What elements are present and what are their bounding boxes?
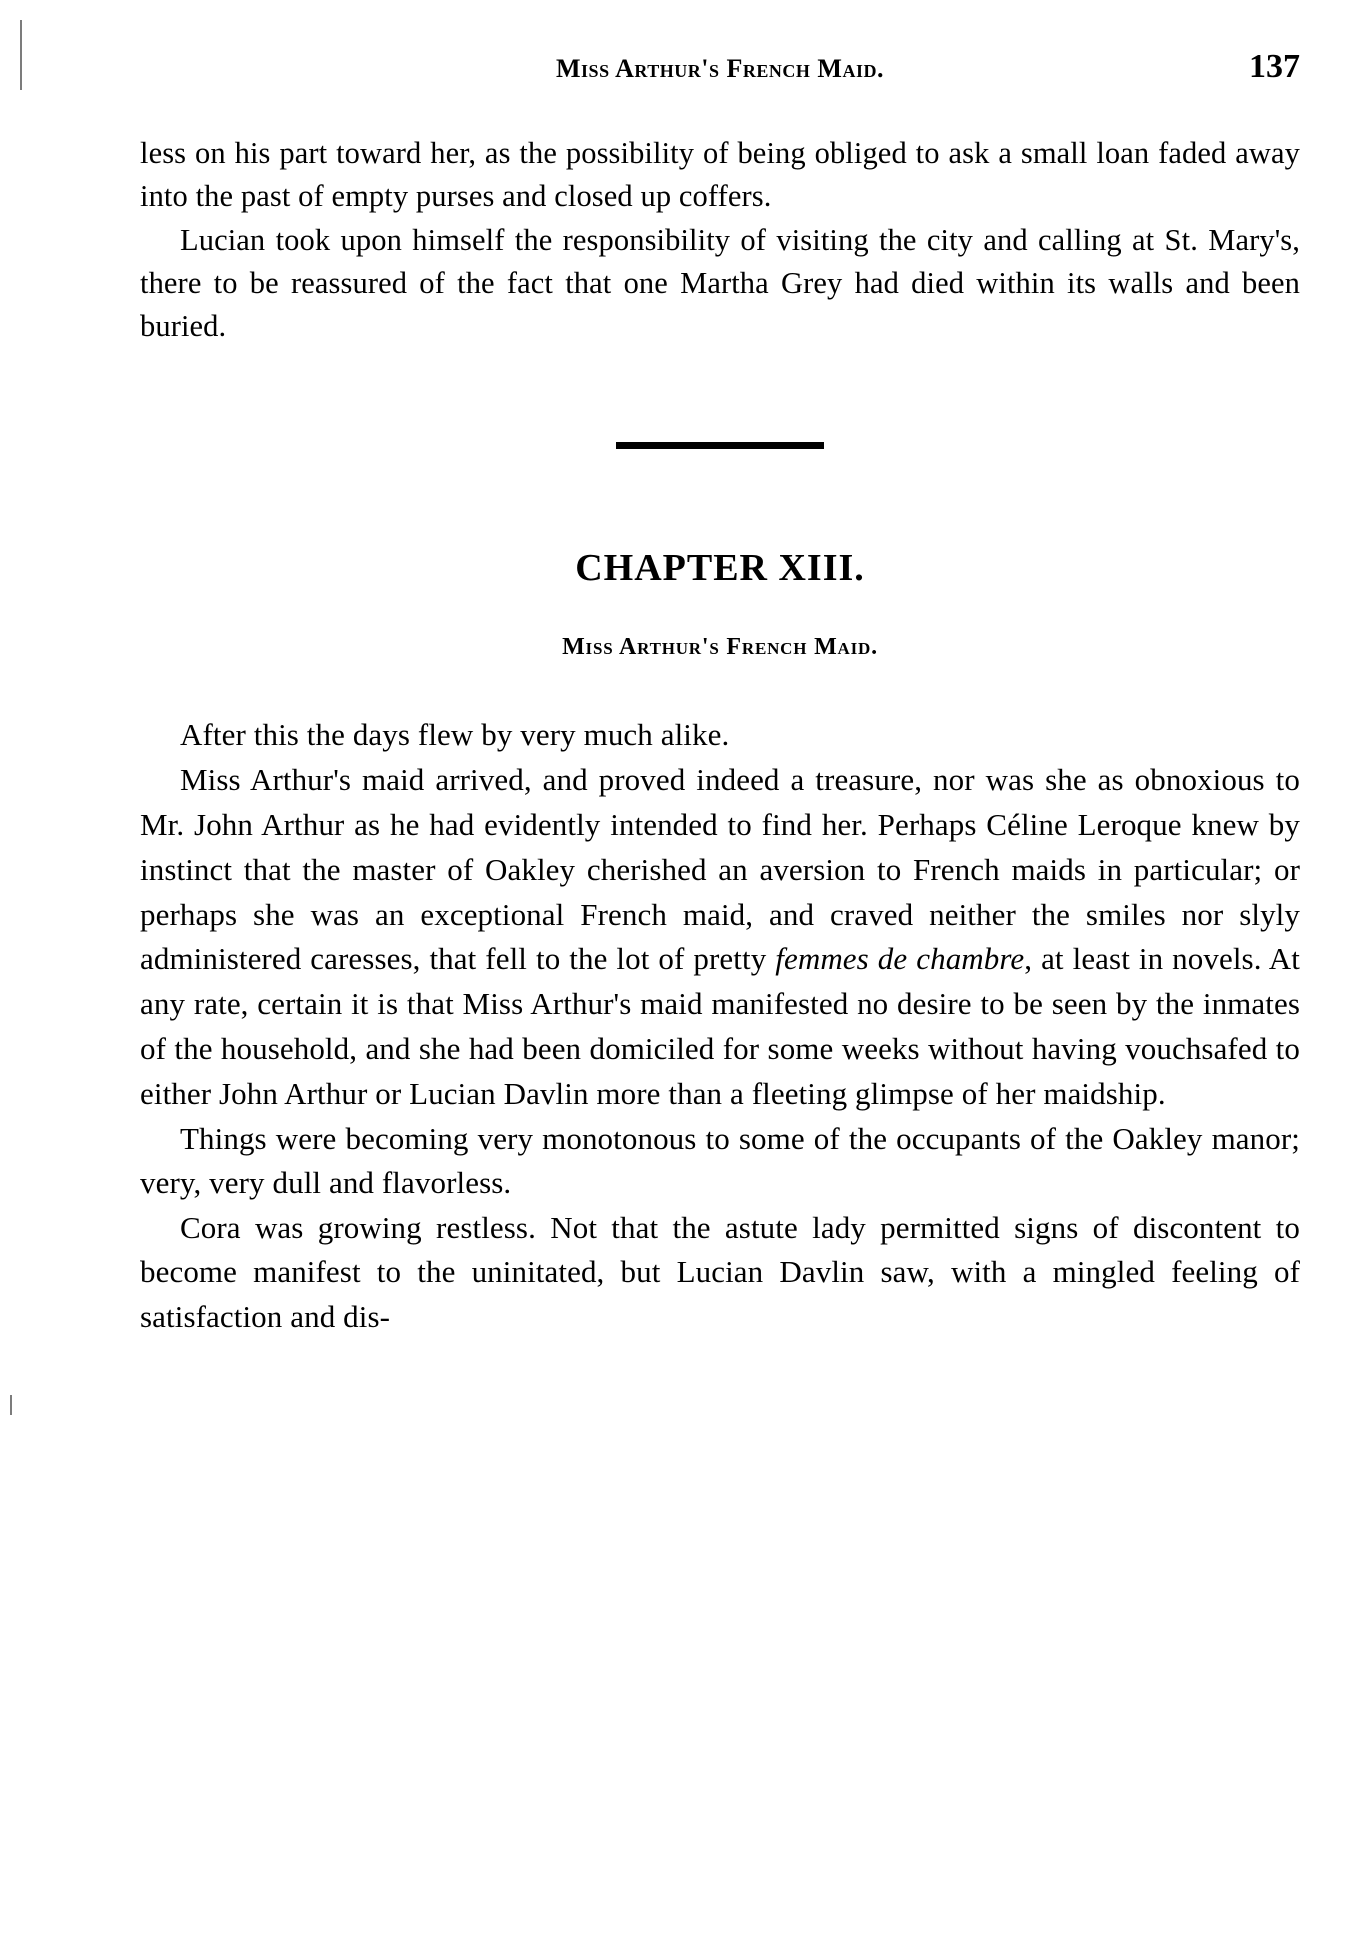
lower-paragraph-block	[140, 1117, 1300, 1340]
page-number: 137	[1249, 48, 1300, 85]
paragraph-maid: Miss Arthur's maid arrived, and proved indeed a treasure, nor was she as obnoxious to Mr. John Arthur as he had evidently intended to find her. Perhaps Céline Leroque knew by instinct that the master of Oakley cherished an aversion to French maids in particular; or perhaps she was an exceptional French maid, and craved neither the smiles nor slyly administered caresses, that fell to the lot of pretty femmes de chambre, at least in novels. At any rate, certain it is that Miss Arthur's maid manifested no desire to be seen by the inmates of the household, and she had been domiciled for some weeks without having vouchsafed to either John Arthur or Lucian Davlin more than a fleeting glimpse of her maidship.	[140, 762, 1301, 1111]
paragraph: Lucian took upon himself the responsibility of visiting the city and calling at St. Mary's, there to be reassured of the fact that one Martha Grey had died within its walls and been buried.	[140, 222, 1300, 344]
paragraph: After this the days flew by very much alike.	[180, 717, 730, 753]
section-divider	[140, 436, 1300, 454]
paragraph-continued: less on his part toward her, as the possibility of being obliged to ask a small loan faded away into the past of empty purses and closed up coffers.	[140, 136, 1300, 214]
top-paragraph-block	[140, 132, 1300, 348]
scan-artifact-left	[10, 1395, 12, 1415]
paragraph: Things were becoming very monotonous to some of the occupants of the Oakley manor; very, very dull and flavorless.	[140, 1120, 1300, 1201]
page-content	[140, 48, 1300, 1340]
italic-phrase: femmes de chambre	[775, 941, 1025, 977]
chapter-title: CHAPTER XIII.	[575, 547, 865, 590]
body-paragraph-block	[140, 713, 1300, 1116]
scan-artifact-top	[20, 20, 22, 90]
running-head-title: Miss Arthur's French Maid.	[556, 54, 884, 83]
running-header	[140, 48, 1300, 86]
divider-rule	[616, 442, 824, 449]
paragraph: Cora was growing restless. Not that the astute lady permitted signs of discontent to become manifest to the uninitated, but Lucian Davlin saw, with a mingled feeling of satisfaction and dis-	[140, 1209, 1300, 1335]
chapter-subtitle: Miss Arthur's French Maid.	[562, 634, 878, 661]
